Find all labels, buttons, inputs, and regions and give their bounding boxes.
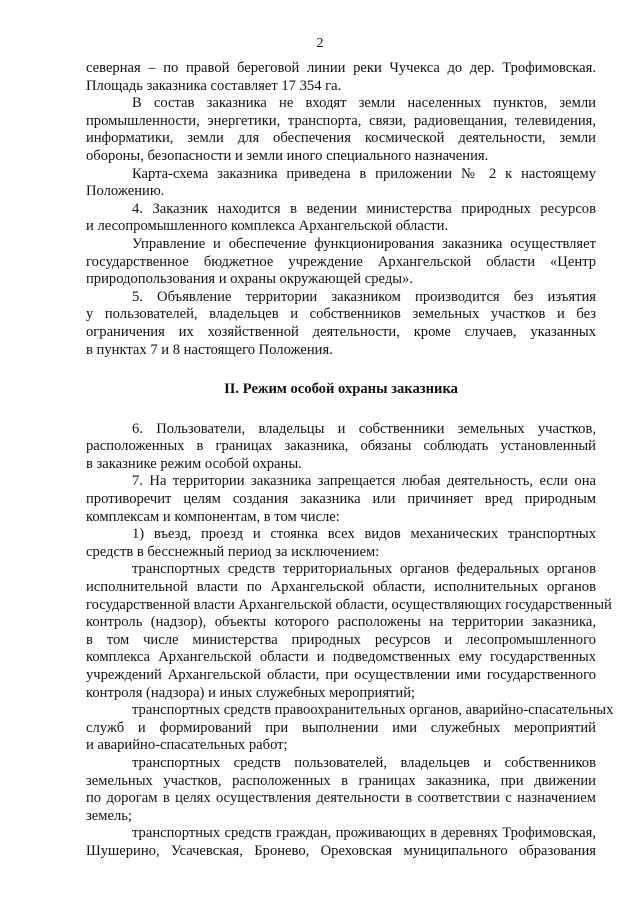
text-line: 6. Пользователи, владельцы и собственники земельных участков, (132, 420, 596, 437)
paragraph (86, 421, 596, 474)
section-regime-text (86, 420, 614, 861)
text-line: Положению. (86, 183, 165, 200)
paragraph (86, 755, 596, 825)
text-line: транспортных средств территориальных органов федеральных органов (132, 561, 596, 578)
text-line: В состав заказника не входят земли населенных пунктов, земли (132, 95, 596, 112)
text-line: в том числе министерства природных ресурсов и лесопромышленного (86, 631, 596, 648)
text-line: и аварийно-спасательных работ; (86, 737, 288, 754)
text-line: расположенных в границах заказника, обязаны соблюдать установленный (86, 438, 596, 455)
paragraph (86, 60, 596, 95)
text-line: 1) въезд, проезд и стоянка всех видов механических транспортных (132, 526, 596, 543)
text-line: у пользователей, владельцев и собственников земельных участков и без (86, 306, 596, 323)
text-line: транспортных средств пользователей, владельцев и собственников (132, 754, 596, 771)
text-line: комплекса Архангельской области и подведомственных ему государственных (86, 649, 596, 666)
text-line: учреждений Архангельской области, при осуществлении ими государственного (86, 667, 596, 683)
text-line: по дорогам в целях осуществления деятельности в соответствии с назначением (86, 790, 596, 807)
text-line: исполнительной власти по Архангельской области, исполнительных органов (86, 579, 596, 596)
section-heading: II. Режим особой охраны заказника (224, 381, 458, 398)
text-line: Управление и обеспечение функционирования заказника осуществляет (132, 235, 596, 252)
text-line: государственной власти Архангельской области, осуществляющих государственный (86, 596, 612, 613)
text-line: Карта-схема заказника приведена в приложении № 2 к настоящему (132, 165, 596, 182)
text-line: и лесопромышленного комплекса Архангельской области. (86, 218, 449, 235)
document-body (86, 60, 614, 861)
text-line: противоречит целям создания заказника или причиняет вред природным (86, 491, 596, 508)
text-line: средств в бесснежный период за исключением: (86, 543, 380, 560)
text-line: северная – по правой береговой линии реки Чучекса до дер. Трофимовская. (86, 60, 596, 76)
text-line: в заказнике режим особой охраны. (86, 455, 302, 472)
text-line: земель; (86, 807, 132, 824)
paragraph (86, 201, 596, 236)
page-number: 2 (316, 36, 324, 51)
section-before-heading (86, 60, 596, 359)
text-line: служб и формирований при выполнении ими служебных мероприятий (86, 719, 596, 736)
text-line: обороны, безопасности и земли иного специального назначения. (86, 147, 489, 164)
paragraph (86, 166, 596, 201)
text-line: Шушерино, Усачевская, Бронево, Ореховская муниципального образования (86, 842, 596, 859)
text-line: земельных участков, расположенных в границах заказника, при движении (86, 772, 596, 789)
text-line: в пунктах 7 и 8 настоящего Положения. (86, 341, 333, 358)
text-line: природопользования и охраны окружающей среды». (86, 271, 413, 288)
text-line: 7. На территории заказника запрещается любая деятельность, если она (132, 473, 596, 490)
text-line: контроль (надзор), объекты которого расположены на территории заказника, (86, 614, 596, 631)
text-line: информатики, земли для обеспечения космической деятельности, земли (86, 130, 596, 147)
paragraph (86, 289, 596, 359)
text-line: комплексам и компонентам, в том числе: (86, 508, 340, 525)
text-line: ограничения их хозяйственной деятельности, кроме случаев, указанных (86, 323, 596, 340)
paragraph (86, 95, 596, 165)
text-line: промышленности, энергетики, транспорта, связи, радиовещания, телевидения, (86, 112, 596, 129)
paragraph (86, 526, 596, 561)
text-line: государственное бюджетное учреждение Архангельской области «Центр (86, 253, 596, 270)
text-line: транспортных средств правоохранительных органов, аварийно-спасательных (132, 702, 614, 719)
paragraph (86, 236, 596, 289)
paragraph (86, 473, 596, 526)
text-line: транспортных средств граждан, проживающих в деревнях Трофимовская, (132, 825, 596, 842)
text-line: Площадь заказника составляет 17 354 га. (86, 77, 342, 94)
paragraph (86, 702, 614, 755)
text-line: 4. Заказник находится в ведении министерства природных ресурсов (132, 200, 596, 217)
text-line: контроля (надзора) и иных служебных мероприятий; (86, 684, 416, 701)
paragraph (86, 825, 596, 860)
text-line: 5. Объявление территории заказником производится без изъятия (132, 288, 596, 305)
paragraph (86, 561, 612, 702)
